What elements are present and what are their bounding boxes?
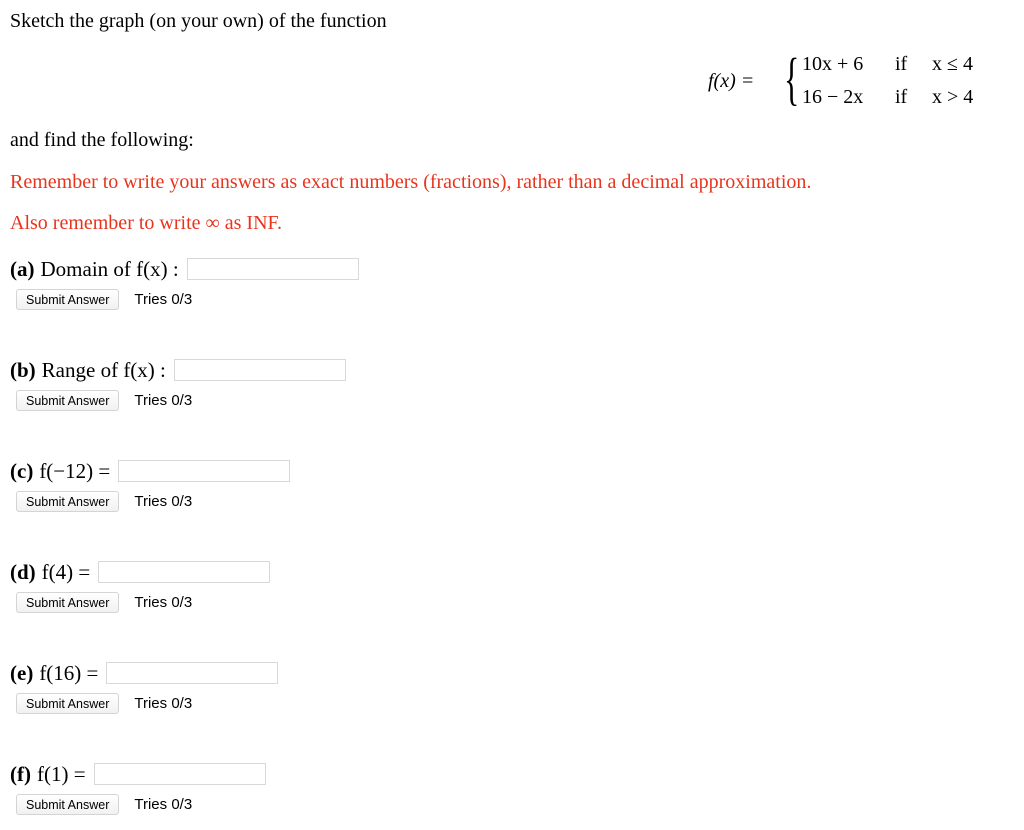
question-c	[10, 458, 290, 484]
intro-text: Sketch the graph (on your own) of the function	[10, 10, 387, 32]
question-e	[10, 660, 278, 686]
question-tag: (d)	[10, 560, 36, 584]
question-text: Range of f(x) :	[41, 358, 166, 382]
submit-row-e	[16, 693, 192, 714]
question-a	[10, 256, 359, 282]
answer-input-c[interactable]	[118, 460, 290, 482]
question-tag: (b)	[10, 358, 36, 382]
question-tag: (a)	[10, 257, 35, 281]
question-tag: (c)	[10, 459, 34, 483]
question-f	[10, 761, 266, 787]
case-2-cond: x > 4	[932, 86, 974, 108]
question-tag: (f)	[10, 762, 31, 786]
note-infinity: Also remember to write ∞ as INF.	[10, 212, 283, 234]
submit-answer-button[interactable]: Submit Answer	[16, 491, 119, 512]
submit-answer-button[interactable]: Submit Answer	[16, 592, 119, 613]
brace-icon: {	[784, 46, 800, 111]
question-d	[10, 559, 270, 585]
submit-row-c	[16, 491, 192, 512]
submit-row-d	[16, 592, 192, 613]
tries-counter: Tries 0/3	[134, 695, 193, 712]
question-text: f(4) =	[41, 560, 91, 584]
submit-row-f	[16, 794, 192, 815]
answer-input-b[interactable]	[174, 359, 346, 381]
case-1-cond: x ≤ 4	[932, 53, 973, 75]
case-1-word: if	[895, 53, 908, 75]
question-text: Domain of f(x) :	[40, 257, 179, 281]
find-text: and find the following:	[10, 129, 194, 151]
note-exact-numbers: Remember to write your answers as exact numbers (fractions), rather than a decimal approximation.	[10, 171, 812, 193]
submit-answer-button[interactable]: Submit Answer	[16, 390, 119, 411]
tries-counter: Tries 0/3	[134, 392, 193, 409]
submit-answer-button[interactable]: Submit Answer	[16, 794, 119, 815]
case-2-expr: 16 − 2x	[802, 86, 864, 108]
submit-answer-button[interactable]: Submit Answer	[16, 289, 119, 310]
submit-row-a	[16, 289, 192, 310]
submit-answer-button[interactable]: Submit Answer	[16, 693, 119, 714]
question-text: f(16) =	[39, 661, 99, 685]
tries-counter: Tries 0/3	[134, 291, 193, 308]
case-2-word: if	[895, 86, 908, 108]
answer-input-f[interactable]	[94, 763, 266, 785]
question-text: f(−12) =	[39, 459, 111, 483]
question-tag: (e)	[10, 661, 34, 685]
function-lhs: f(x) =	[708, 70, 755, 92]
tries-counter: Tries 0/3	[134, 796, 193, 813]
answer-input-e[interactable]	[106, 662, 278, 684]
piecewise-function	[708, 46, 1008, 116]
answer-input-a[interactable]	[187, 258, 359, 280]
case-1-expr: 10x + 6	[802, 53, 864, 75]
answer-input-d[interactable]	[98, 561, 270, 583]
question-text: f(1) =	[36, 762, 86, 786]
tries-counter: Tries 0/3	[134, 594, 193, 611]
submit-row-b	[16, 390, 192, 411]
question-b	[10, 357, 346, 383]
tries-counter: Tries 0/3	[134, 493, 193, 510]
